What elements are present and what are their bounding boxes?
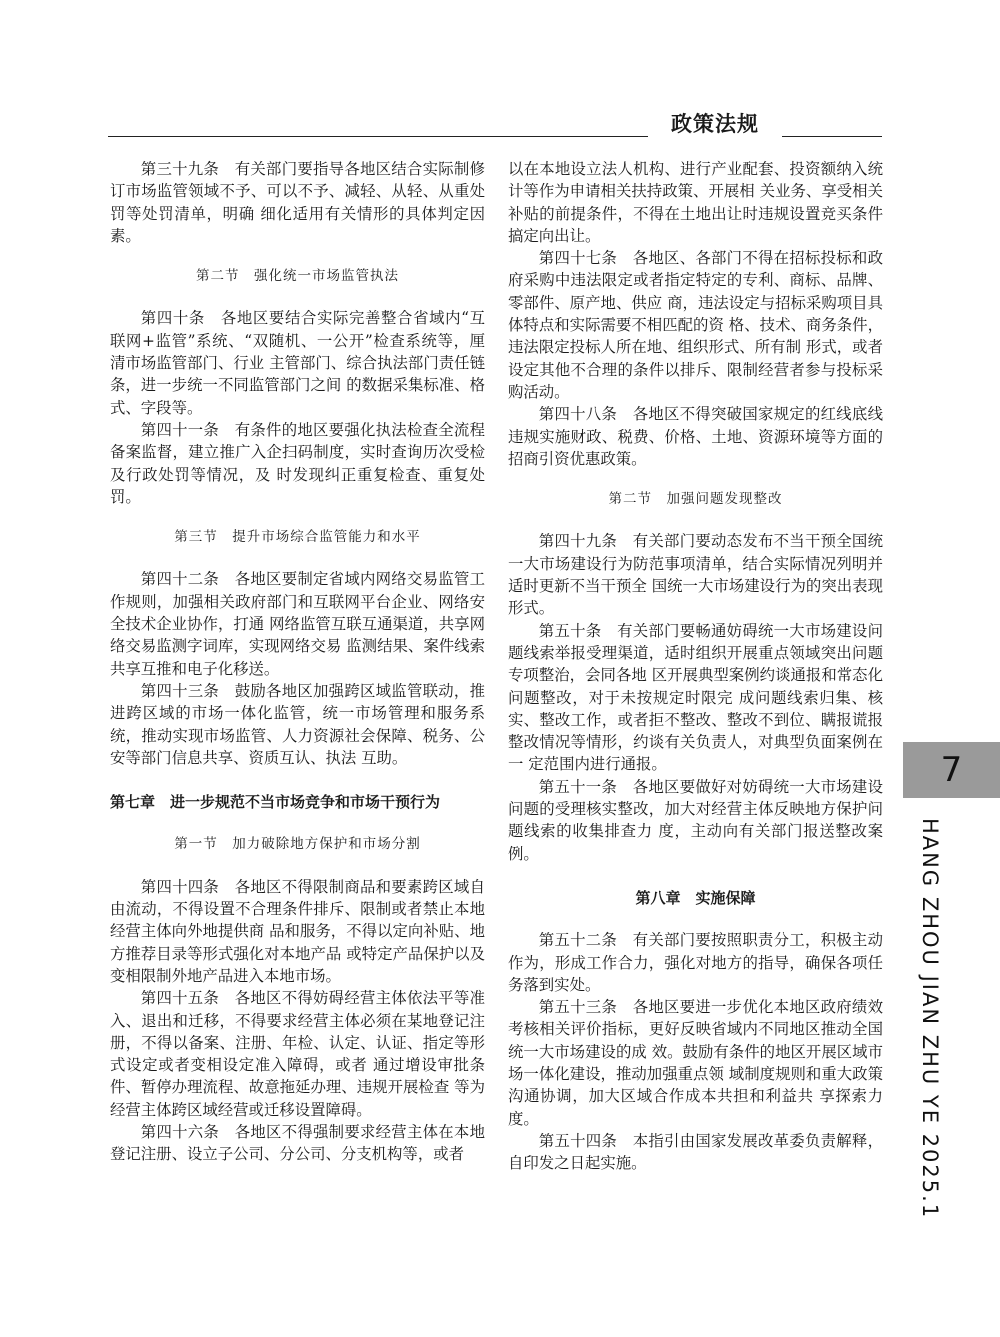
article-43: 第四十三条 鼓励各地区加强跨区域监管联动，推进跨区域的市场一体化监管，统一市场管理和服务系统，推动实现市场监管、人力资源社会保障、税务、公安等部门信息共享、资质互认、执法 互助。 [110,681,485,767]
article-50: 第五十条 有关部门要畅通妨碍统一大市场建设问题线索举报受理渠道，适时组织开展重点领域突出问题专项整治，会同各地 区开展典型案例约谈通报和常态化问题整改，对于未按规定时限完 成问题线索归集、核实、整改工作，或者拒不整改、整改不到位、瞒报谎报整改情况等情形，约谈有关负责人，对典型负面案例在一 定范围内进行通报。 [508,621,883,774]
section-heading: 第一节 加力破除地方保护和市场分割 [174,836,421,853]
article-40: 第四十条 各地区要结合实际完善整合省域内“互联网+监管”系统、“双随机、一公开”检查系统等，厘清市场监管部门、行业 主管部门、综合执法部门责任链条，进一步统一不同监管部门之间 的数据采集标准、格式、字段等。 [110,309,485,417]
article-52: 第五十二条 有关部门要按照职责分工，积极主动作为，形成工作合力，强化对地方的指导，确保各项任务落到实处。 [508,931,883,994]
article-54: 第五十四条 本指引由国家发展改革委负责解释，自印发之日起实施。 [508,1131,883,1173]
article-39: 第三十九条 有关部门要指导各地区结合实际制修订市场监管领域不予、可以不予、减轻、从轻、从重处罚等处罚清单，明确 细化适用有关情形的具体判定因素。 [110,160,485,245]
article-41: 第四十一条 有条件的地区要强化执法检查全流程备案监督，建立推广入企扫码制度，实时查询历次受检及行政处罚等情况，及 时发现纠正重复检查、重复处罚。 [110,420,485,506]
article-53: 第五十三条 各地区要进一步优化本地区政府绩效考核相关评价指标，更好反映省域内不同地区推动全国统一大市场建设的成 效。鼓励有条件的地区开展区域市场一体化建设，推动加强重点领 域制度规则和重大政策沟通协调，加大区域合作成本共担和利益共 享探索力度。 [508,998,883,1128]
article-47: 第四十七条 各地区、各部门不得在招标投标和政府采购中违法限定或者指定特定的专利、商标、品牌、零部件、原产地、供应 商，违法设定与招标采购项目具体特点和实际需要不相匹配的资 格、技术、商务条件，违法限定投标人所在地、组织形式、所有制 形式，或者设定其他不合理的条件以排斥、限制经营者参与投标采 购活动。 [508,249,883,401]
chapter-heading: 第七章 进一步规范不当市场竞争和市场干预行为 [110,793,441,812]
article-46: 第四十六条 各地区不得强制要求经营主体在本地登记注册、设立子公司、分公司、分支机构等，或者 [110,1122,485,1164]
section-heading: 第三节 提升市场综合监管能力和水平 [174,529,421,546]
journal-name-vertical: HANG ZHOU JIAN ZHU YE 2025.1 [918,818,942,1220]
article-49: 第四十九条 有关部门要动态发布不当干预全国统一大市场建设行为防范事项清单，结合实际情况列明并适时更新不当干预全 国统一大市场建设行为的突出表现形式。 [508,532,883,618]
article-44: 第四十四条 各地区不得限制商品和要素跨区域自由流动，不得设置不合理条件排斥、限制或者禁止本地经营主体向外地提供商 品和服务，不得以定向补贴、地方推荐目录等形式强化对本地产品 或特定产品保护以及变相限制外地产品进入本地市场。 [110,877,485,985]
header-rule-left [108,136,648,137]
right-column [508,158,883,1174]
chapter-heading: 第八章 实施保障 [635,888,756,907]
section-heading: 第二节 强化统一市场监管执法 [196,268,399,285]
section-title: 政策法规 [671,112,759,136]
article-48: 第四十八条 各地区不得突破国家规定的红线底线违规实施财政、税费、价格、土地、资源环境等方面的招商引资优惠政策。 [508,405,883,468]
page-number-tab: 7 [903,742,1000,798]
article-42: 第四十二条 各地区要制定省域内网络交易监管工作规则，加强相关政府部门和互联网平台企业、网络安全技术企业协作，打通 网络监管互联互通渠道，共享网络交易监测字词库，实现网络交易 监测结果、案件线索共享互推和电子化移送。 [110,570,485,678]
article-45: 第四十五条 各地区不得妨碍经营主体依法平等准入、退出和迁移，不得要求经营主体必须在某地登记注册，不得以备案、注册、年检、认定、认证、指定等形式设定或者变相设定准入障碍，或者 通过增设审批条件、暂停办理流程、故意拖延办理、违规开展检查 等为经营主体跨区域经营或迁移设置障碍。 [110,989,485,1119]
section-heading: 第二节 加强问题发现整改 [608,491,783,508]
article-46-continued: 以在本地设立法人机构、进行产业配套、投资额纳入统计等作为申请相关扶持政策、开展相 关业务、享受相关补贴的前提条件，不得在土地出让时违规设置竞买条件搞定向出让。 [508,160,883,245]
left-column [110,158,485,1166]
header-rule-right [782,136,882,137]
article-51: 第五十一条 各地区要做好对妨碍统一大市场建设问题的受理核实整改，加大对经营主体反映地方保护问题线索的收集排查力 度，主动向有关部门报送整改案例。 [508,777,883,863]
